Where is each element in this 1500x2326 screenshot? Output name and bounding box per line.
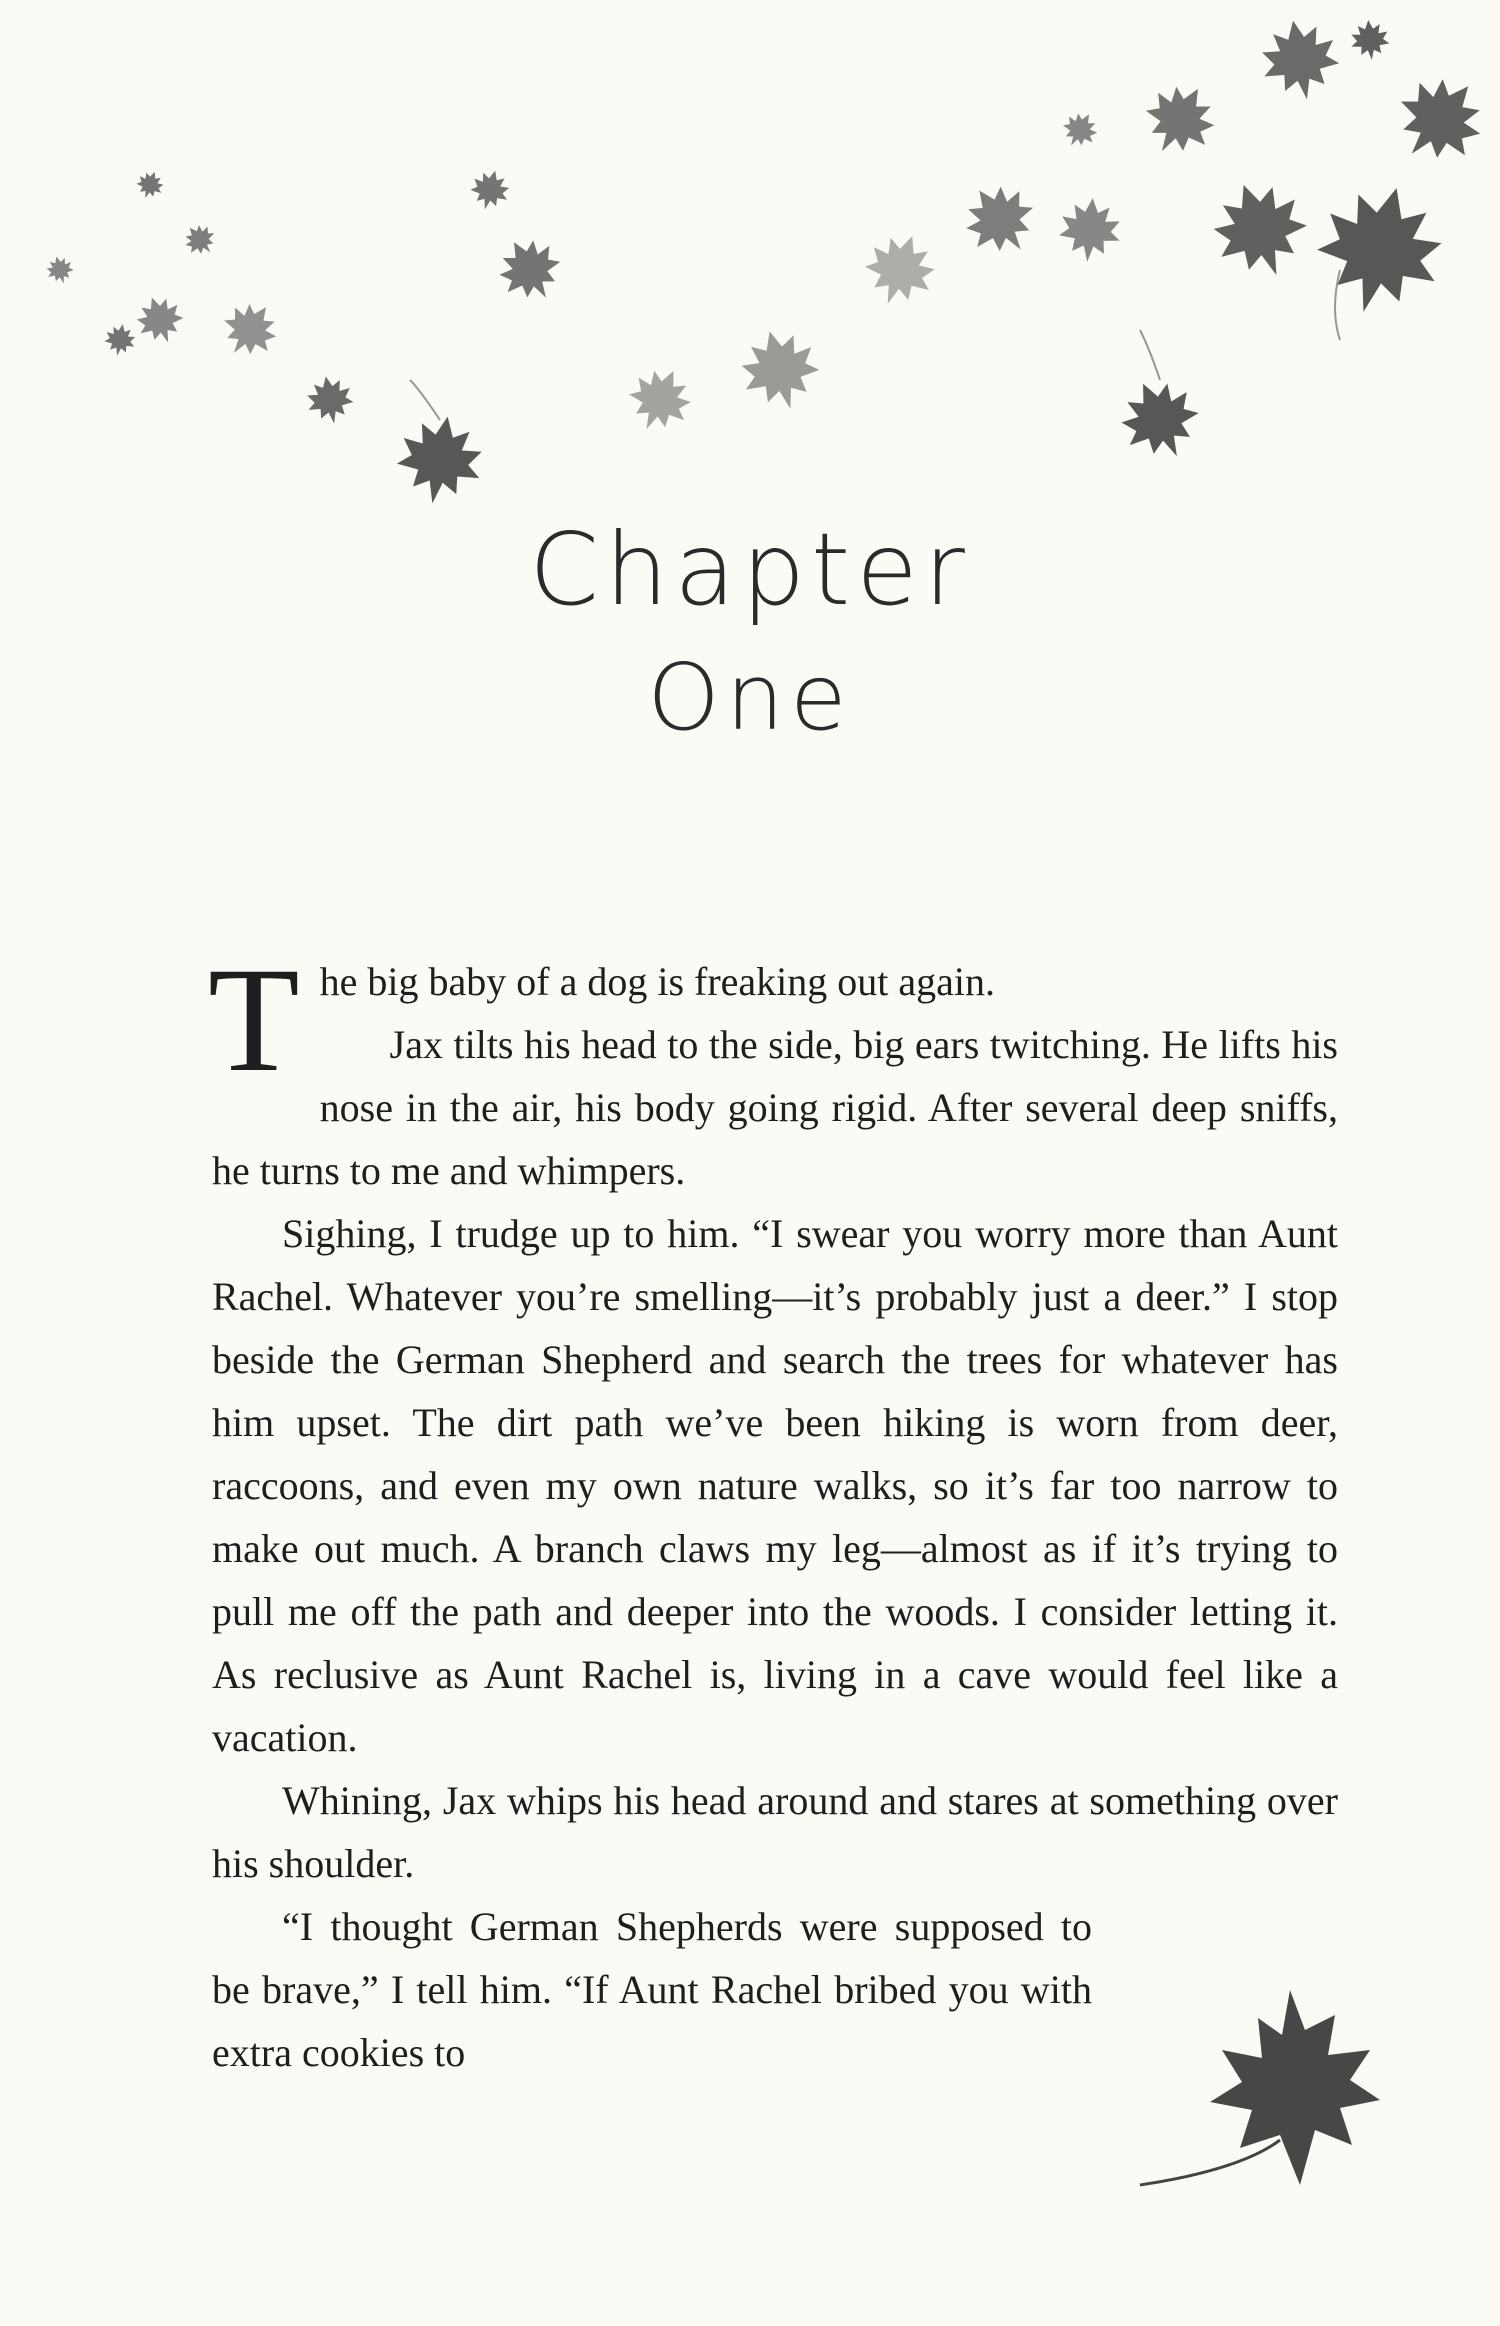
paragraph-4: Whining, Jax whips his head around and stares at something over his shoulder. <box>212 1778 1338 1886</box>
maple-leaf-illustration <box>1130 1970 1430 2230</box>
chapter-title-line2: One <box>647 644 853 751</box>
maple-leaves-illustration <box>0 0 1500 560</box>
drop-cap: T <box>208 937 300 1103</box>
chapter-body <box>208 937 1338 2084</box>
paragraph-5: “I thought German Shepherds were supposed to be brave,” I tell him. “If Aunt Rachel bribed you with extra cookies to <box>212 1904 1092 2075</box>
paragraph-2: Jax tilts his head to the side, big ears twitching. He lifts his nose in the air, his body going rigid. After several deep sniffs, he turns to me and whimpers. <box>212 1022 1338 1193</box>
chapter-title-line1: Chapter <box>529 511 971 628</box>
paragraph-3: Sighing, I trudge up to him. “I swear you worry more than Aunt Rachel. Whatever you’re smelling—it’s probably just a deer.” I stop beside the German Shepherd and search the trees for whatever has him upset. The dirt path we’ve been hiking is worn from deer, raccoons, and even my own nature walks, so it’s far too narrow to make out much. A branch claws my leg—almost as if it’s trying to pull me off the path and deeper into the woods. I consider letting it. As reclusive as Aunt Rachel is, living in a cave would feel like a vacation. <box>212 1211 1338 1760</box>
paragraph-1 <box>208 937 1338 1103</box>
chapter-title <box>0 511 1500 753</box>
paragraph-1-text: he big baby of a dog is freaking out again. <box>319 959 996 1004</box>
